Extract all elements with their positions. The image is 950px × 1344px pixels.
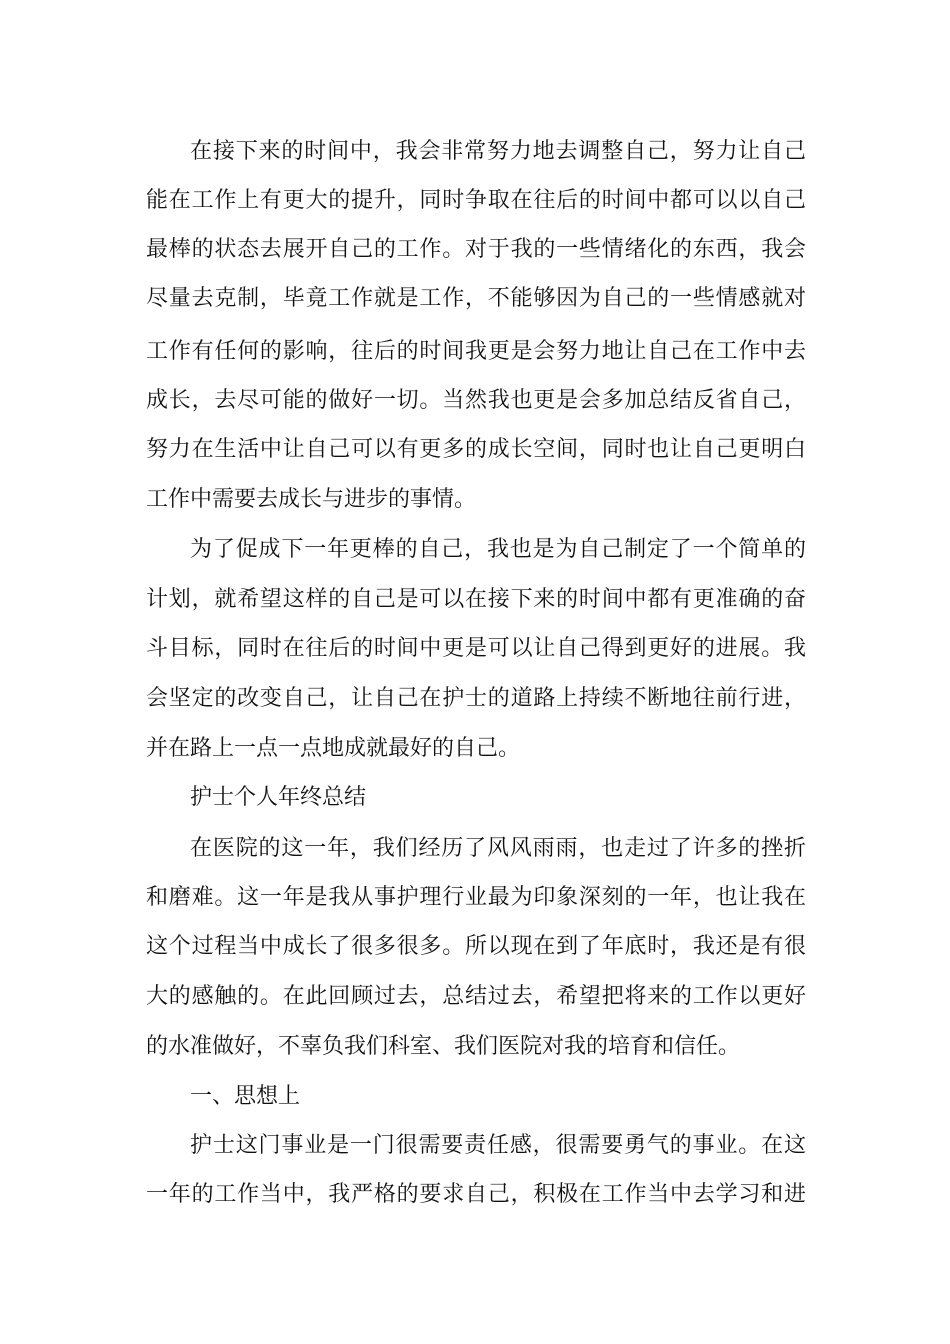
text-line: 并在路上一点一点地成就最好的自己。 xyxy=(146,736,521,761)
section-heading: 一、思想上 xyxy=(190,1084,301,1109)
text-line: 和磨难。这一年是我从事护理行业最为印象深刻的一年，也让我在 xyxy=(146,885,806,910)
text-line: 护士这门事业是一门很需要责任感，很需要勇气的事业。在这 xyxy=(190,1133,806,1158)
text-line: 这个过程当中成长了很多很多。所以现在到了年底时，我还是有很 xyxy=(146,934,806,959)
text-line: 工作中需要去成长与进步的事情。 xyxy=(146,487,477,512)
text-line: 大的感触的。在此回顾过去，总结过去，希望把将来的工作以更好 xyxy=(146,984,806,1009)
text-line: 最棒的状态去展开自己的工作。对于我的一些情绪化的东西，我会 xyxy=(146,237,806,262)
section-heading: 护士个人年终总结 xyxy=(190,785,367,810)
text-line: 会坚定的改变自己，让自己在护士的道路上持续不断地往前行进， xyxy=(146,686,806,711)
text-line: 能在工作上有更大的提升，同时争取在往后的时间中都可以以自己 xyxy=(146,188,806,213)
text-line: 尽量去克制，毕竟工作就是工作，不能够因为自己的一些情感就对 xyxy=(146,286,806,311)
text-line: 为了促成下一年更棒的自己，我也是为自己制定了一个简单的 xyxy=(190,537,806,562)
text-line: 一年的工作当中，我严格的要求自己，积极在工作当中去学习和进 xyxy=(146,1182,806,1207)
text-line: 计划，就希望这样的自己是可以在接下来的时间中都有更准确的奋 xyxy=(146,587,806,612)
text-line: 在接下来的时间中，我会非常努力地去调整自己，努力让自己 xyxy=(190,139,806,164)
text-line: 努力在生活中让自己可以有更多的成长空间，同时也让自己更明白 xyxy=(146,437,806,462)
text-line: 在医院的这一年，我们经历了风风雨雨，也走过了许多的挫折 xyxy=(190,836,806,861)
text-line: 的水准做好，不辜负我们科室、我们医院对我的培育和信任。 xyxy=(146,1034,741,1059)
text-line: 工作有任何的影响，往后的时间我更是会努力地让自己在工作中去 xyxy=(146,339,806,364)
text-line: 斗目标，同时在往后的时间中更是可以让自己得到更好的进展。我 xyxy=(146,636,806,661)
text-line: 成长，去尽可能的做好一切。当然我也更是会多加总结反省自己， xyxy=(146,388,806,413)
